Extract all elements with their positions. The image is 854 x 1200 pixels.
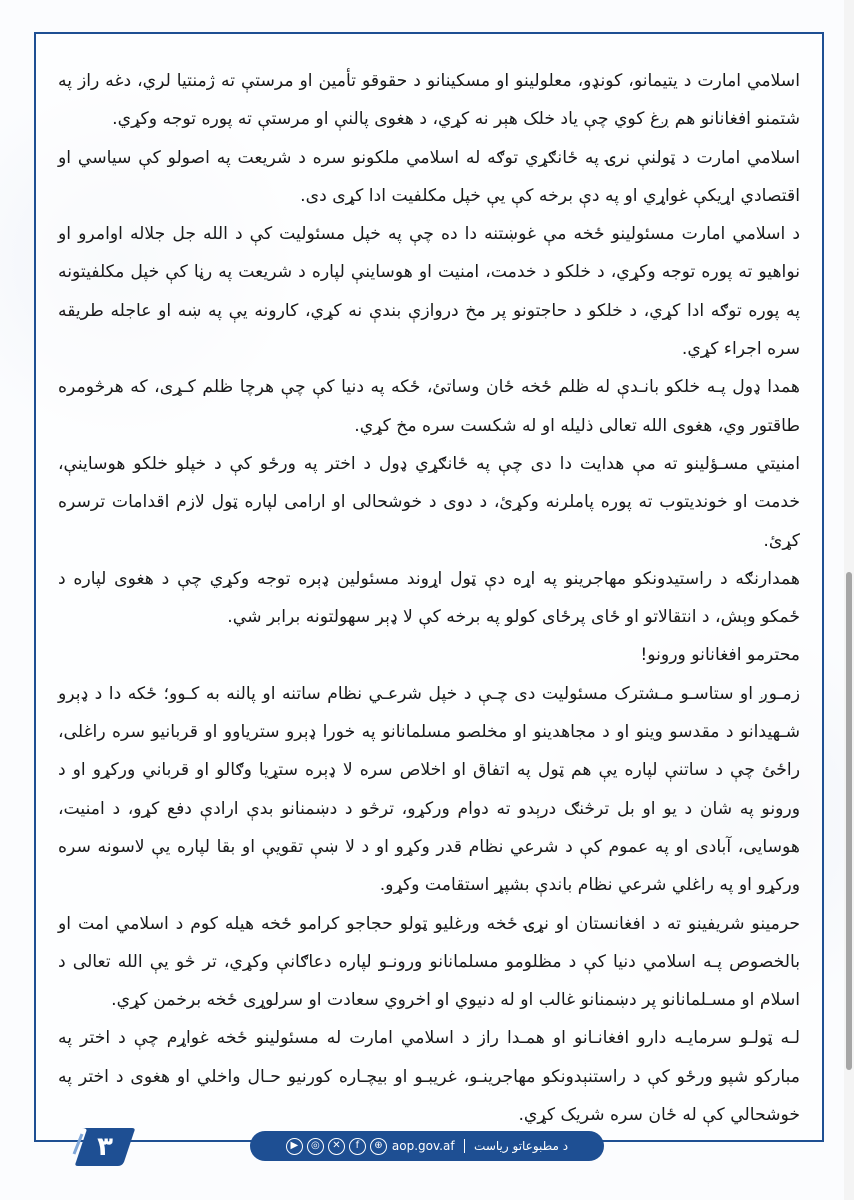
paragraph: امنیتي مسـؤلینو ته مې هدایت دا دی چې په ځانګړي ډول د اختر په ورځو کې د خپلو خلکو هوساینې، خدمت او خوندیتوب ته پوره پاملرنه وکړئ، د دوی د خوشحالی او ارامی لپاره ټول لازم اقدامات ترسره کړئ. — [58, 453, 800, 551]
x-icon[interactable]: ✕ — [328, 1138, 345, 1155]
paragraph: همدارنګه د راستیدونکو مهاجرینو په اړه دې ټول اړوند مسئولین ډېره توجه وکړي چې د هغوی لپاره د ځمکو وېش، د انتقالاتو او ځای پرځای کولو په برخه کې لا ډېر سهولتونه برابر شي. — [58, 568, 800, 628]
page-number: ۳ — [97, 1132, 113, 1162]
facebook-icon[interactable]: f — [349, 1138, 366, 1155]
paragraph: لـه ټولـو سرمایـه دارو افغانـانو او همـدا راز د اسلامي امارت له مسئولینو ځخه غواړم چې د اختر په مبارکو شپو ورځو کې د راستنېدونکو مهاجرینـو، غریبـو او بیچـاره کورنیو حـال واخلي او هغوی د اختر په خوشحالي کې له ځان سره شریک کړي. — [58, 1028, 800, 1126]
paragraph: همدا ډول پـه خلکو بانـدې له ظلم ځخه ځان وساتئ، ځکه په دنیا کې چې هرچا ظلم کـړی، که هرڅومره طاقتور وي، هغوی الله تعالی ذلیله او له شکست سره مخ کړي. — [58, 377, 800, 436]
website-link[interactable]: aop.gov.af — [391, 1139, 455, 1153]
footer-bar — [250, 1131, 604, 1161]
footer-divider — [464, 1139, 466, 1153]
instagram-icon[interactable]: ◎ — [307, 1138, 324, 1155]
document-body — [58, 62, 800, 1126]
paragraph: زمـوږ او ستاسـو مـشترک مسئولیت دی چـې د خپل شرعـي نظام ساتنه او پالنه به کـوو؛ ځکه دا د ډېرو شـهیدانو د مقدسو وینو او د مجاهدینو او مخلصو مسلمانانو په خورا ډېرو سترياوو او قربانیو سره راغلی، راځئ چې د ساتنې لپاره یې هم ټول په اتفاق او اخلاص سره لا ډېره ستړیا وګالو او قرباني ورکړو او د ورونو په شان د یو او بل ترڅنګ درېدو ته دوام ورکړو، ترڅو د دښمنانو بدې ارادې دفع کړو، د امنیت، هوسایی، آبادی او په عموم کې د شرعي نظام قدر وکړو او د لا ښې تقویې او بقا لپاره یې لاسونه سره ورکړو او په راغلي شرعي نظام باندې بشپړ استقامت وکړو. — [58, 683, 800, 896]
paragraph: اسلامي امارت د ټولنې نرۍ په ځانګړي توګه له اسلامي ملکونو سره د شریعت په اصولو کې سیاسي او اقتصادي اړیکې غواړي او په دې برخه کې یې خپل مکلفیت ادا کړی دی. — [58, 147, 800, 206]
section-heading: محترمو افغانانو ورونو! — [640, 645, 800, 666]
social-icons — [286, 1138, 387, 1155]
organization-name: د مطبوعاتو رياست — [474, 1139, 569, 1153]
website-icon[interactable]: ⊕ — [370, 1138, 387, 1155]
paragraph: حرمینو شریفینو ته د افغانستان او نړۍ ځخه ورغلیو ټولو حجاجو کرامو ځخه هیله کوم د اسلامي امت او بالخصوص پـه اسلامي دنیا کې د مظلومو مسلمانانو ورونـو لپاره دعاګانې وکړي، تر څو یې الله تعالی د اسلام او مسـلمانانو پر دښمنانو غالب او له دنیوي او اخروي سعادت او سرلوړی ځخه برخمن کړي. — [58, 913, 800, 1011]
paragraph: د اسلامي امارت مسئولینو ځخه مې غوښتنه دا ده چې په خپل مسئولیت کې د الله جل جلاله اوامرو او نواهیو ته پوره توجه وکړي، د خلکو د خدمت، امنیت او هوساینې لپاره د شریعت په رڼا کې خپل مکلفیتونه په پوره توګه ادا کړي، د خلکو د حاجتونو پر مخ دروازې بندې نه کړي، کارونه یې په ښه او عاجله طریقه سره اجراء کړي. — [58, 224, 800, 360]
paragraph: اسلامي امارت د یتیمانو، کونډو، معلولینو او مسکینانو د حقوقو تأمین او مرستې ته ژمنتیا لري، دغه راز په شتمنو افغانانو هم ږغ کوي چې یاد خلک هېر نه کړي، د هغوی پالنې او مرستې ته پوره توجه وکړي. — [58, 71, 800, 130]
scrollbar-thumb[interactable] — [846, 572, 852, 1070]
youtube-icon[interactable]: ▶ — [286, 1138, 303, 1155]
